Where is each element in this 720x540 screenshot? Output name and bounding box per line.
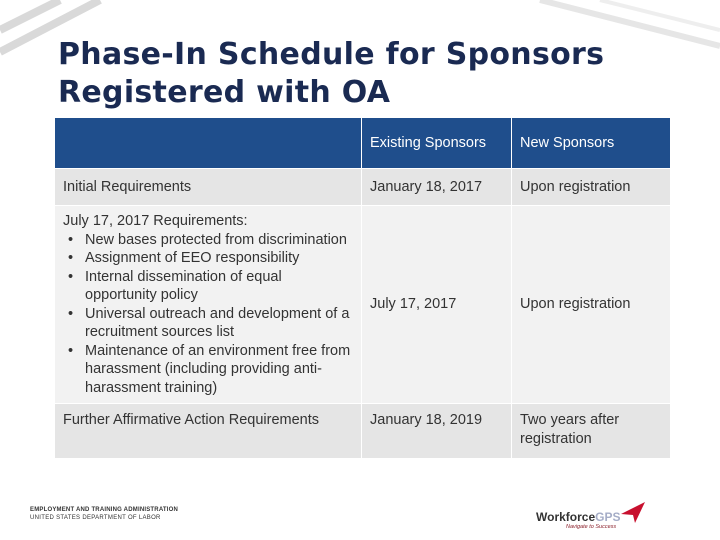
table-row	[55, 404, 671, 459]
header-requirement	[55, 118, 362, 169]
row-existing-date: January 18, 2017	[362, 169, 512, 206]
table-header-row	[55, 118, 671, 169]
logo-tagline: Navigate to Success	[566, 524, 617, 530]
phase-in-schedule-table	[54, 117, 671, 459]
requirement-heading: July 17, 2017 Requirements:	[63, 213, 248, 229]
row-new-date: Upon registration	[512, 169, 671, 206]
logo-wordmark	[536, 510, 620, 524]
header-new-sponsors: New Sponsors	[512, 118, 671, 169]
department-name: UNITED STATES DEPARTMENT OF LABOR	[30, 515, 161, 521]
row-requirement	[55, 206, 362, 404]
row-existing-date: July 17, 2017	[362, 206, 512, 404]
logo-wordmark-part1: Workforce	[536, 510, 596, 524]
row-new-date: Upon registration	[512, 206, 671, 404]
logo-wordmark-part2: GPS	[595, 510, 621, 524]
title-line-2: Registered with OA	[58, 75, 391, 110]
table-row	[55, 169, 671, 206]
row-requirement: Further Affirmative Action Requirements	[55, 404, 362, 459]
row-requirement: Initial Requirements	[55, 169, 362, 206]
bullet-item: • Universal outreach and development of a recruitment sources list	[63, 305, 353, 342]
bullet-item: • Internal dissemination of equal opportunity policy	[63, 268, 353, 305]
header-existing-sponsors: Existing Sponsors	[362, 118, 512, 169]
bullet-item: • Maintenance of an environment free from harassment (including providing anti-harassment training)	[63, 342, 353, 398]
requirement-bullet-list	[63, 231, 353, 398]
title-line-1: Phase-In Schedule for Sponsors	[58, 37, 605, 72]
eta-dol-logo	[30, 506, 190, 522]
bullet-item: • New bases protected from discrimination	[63, 231, 353, 250]
page-title	[58, 36, 678, 112]
bullet-item: • Assignment of EEO responsibility	[63, 249, 353, 268]
workforcegps-logo	[536, 500, 656, 534]
row-new-date: Two years after registration	[512, 404, 671, 459]
row-existing-date: January 18, 2019	[362, 404, 512, 459]
arrow-icon	[620, 500, 646, 524]
agency-name: EMPLOYMENT AND TRAINING ADMINISTRATION	[30, 507, 179, 513]
table-row	[55, 206, 671, 404]
